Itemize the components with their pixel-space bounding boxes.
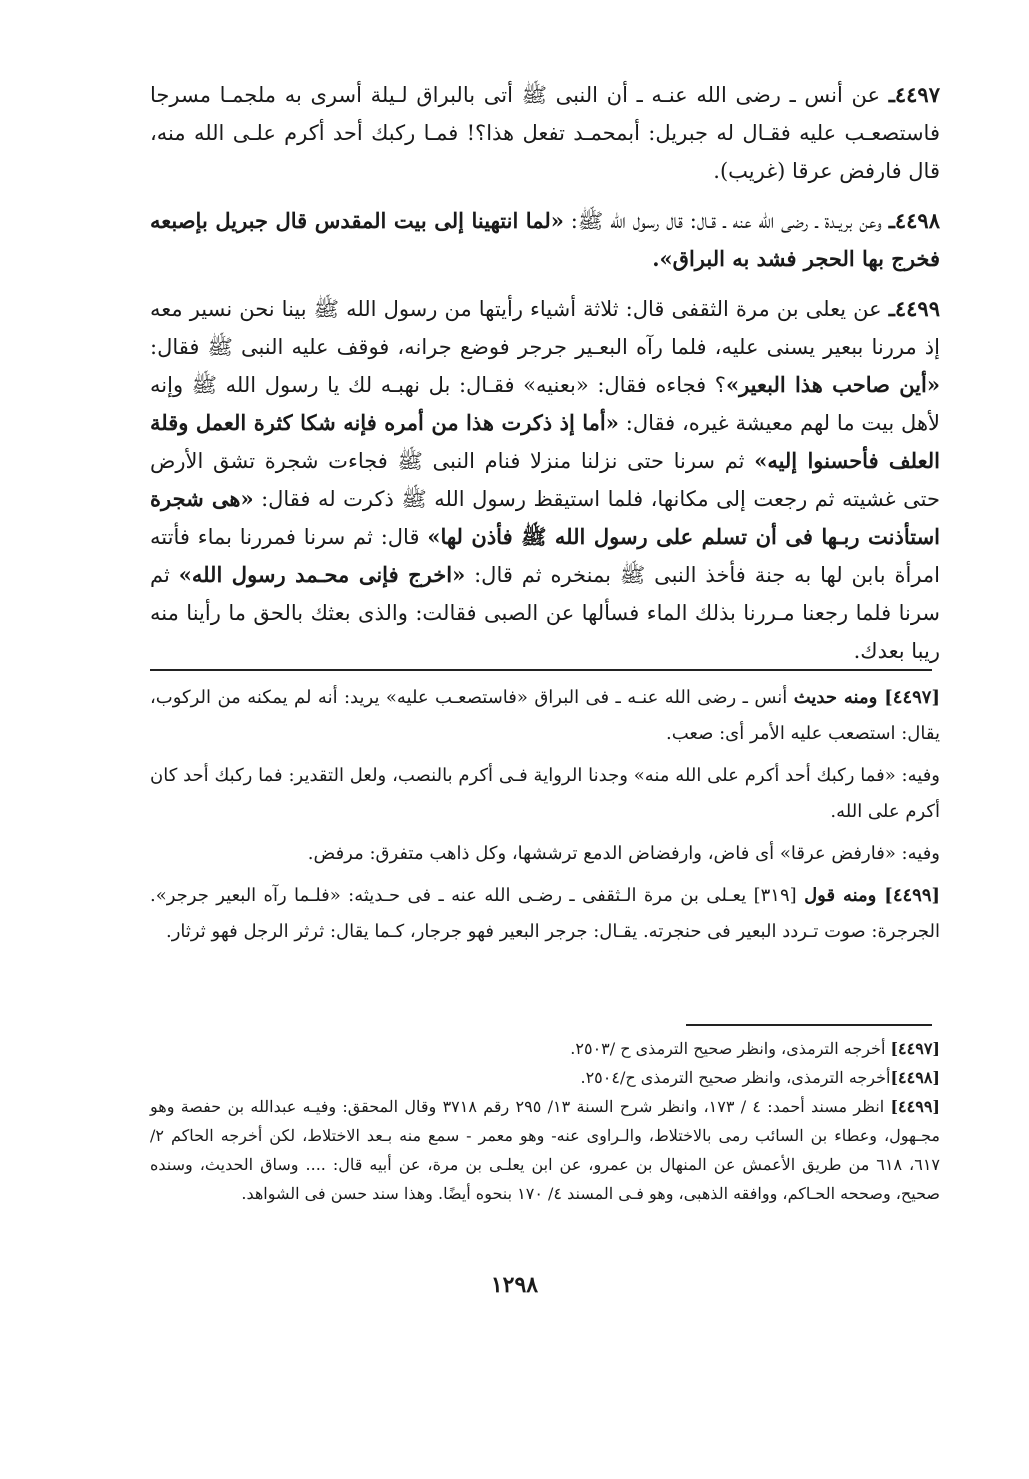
commentary-lead: [٤٤٩٩] ومنه قول [804,885,941,906]
hadith-part: عن يعلى بن مرة الثقفى قال: ثلاثة أشياء رأيتها من رسول الله ﷺ بينا نحن نسير معه إذ مررنا ببعير يسنى عليه، فلما رآه البعـير جرجر فوضع جرانه، فوقف عليه النبى ﷺ فقال: [150,297,940,359]
commentary-text: أنس ـ رضى الله عنـه ـ فى البراق «فاستصعـب عليه» يريد: أنه لم يمكنه من الركوب، يقال: استصعب عليه الأمر أى: صعب. [150,687,940,744]
footnote [150,1034,940,1063]
section-divider [150,669,932,671]
hadith-number: ٤٤٩٨ـ [888,208,940,233]
hadith-4498 [150,202,940,278]
hadith-4497 [150,76,940,190]
commentary-text: [٣١٩] يعـلى بن مرة الـثقفى ـ رضـى الله عنه ـ فى حـديثه: «فلـما رآه البعير جرجر». الجرجرة: صوت تـردد البعير فى حنجرته. يقـال: جرجر البعير فهو جرجار، كـما يقال: ثرثر الرجل فهو ثرثار. [150,885,940,942]
hadith-intro: وعن بريـدة ـ رضى الله عنه ـ قـال: قال رسول الله ﷺ: [570,209,882,233]
footnote [150,1063,940,1092]
footnote-ref: [٤٤٩٧] [890,1039,940,1058]
hadith-text: عن أنس ـ رضى الله عنـه ـ أن النبى ﷺ أتى بالبراق لـيلة أسرى به ملجمـا مسرجا فاستصعـب عليه فقـال له جبريل: أبمحمـد تفعل هذا؟! فمـا ركبك أحد أكرم علـى الله منه، قال فارفض عرقا (غريب). [150,83,940,183]
footnotes-section [150,1034,940,1208]
commentary-paragraph [150,836,940,872]
hadith-quote: «اخرج فإنى محـمد رسول الله» [178,562,466,587]
hadith-number: ٤٤٩٩ـ [888,296,940,321]
page-number: ١٢٩٨ [490,1272,539,1298]
footnote [150,1092,940,1208]
hadith-number: ٤٤٩٧ـ [888,82,940,107]
hadith-quote: «أين صاحب هذا البعير» [725,372,940,397]
footnote-ref: [٤٤٩٩] [890,1097,940,1116]
hadith-quote: «هى شجرة استأذنت ربـها فى أن تسلم على رسول الله ﷺ فأذن لها» [150,486,940,549]
hadith-4499 [150,290,940,670]
commentary-paragraph [150,878,940,950]
commentary-text: وفيه: «فارفض عرقا» أى فاض، وارفضاض الدمع ترششها، وكل ذاهب متفرق: مرفض. [307,843,940,864]
hadith-quote: «لما انتهينا إلى بيت المقدس قال جبريل بإصبعه فخرج بها الحجر فشد به البراق». [150,208,940,271]
commentary-section [150,680,940,956]
hadith-part: ثم سرنا حتى نزلنا منزلا فنام النبى ﷺ فجاءت شجرة تشق الأرض حتى غشيته ثم رجعت إلى مكانها، فلما استيقظ رسول الله ﷺ ذكرت له فقال: [150,449,940,511]
hadith-part: ؟ فجاءه فقال: «بعنيه» فقـال: بل نهبـه لك يا رسول الله ﷺ وإنه لأهل بيت ما لهم معيشة غيره، فقال: [150,373,940,435]
footnote-text: انظر مسند أحمد: ٤ / ١٧٣، وانظر شرح السنة ١٣/ ٢٩٥ رقم ٣٧١٨ وقال المحقق: وفيـه عبدالله بن حفصة وهو مجـهول، وعطاء بن السائب رمى بالاختلاط، والـراوى عنه- وهو معمر - سمع منه بـعد الاختلاط، لكن أخرجه الحاكم ٢/ ٦١٧، ٦١٨ من طريق الأعمش عن المنهال بن عمرو، عن ابن يعلـى بن مرة، عن أبيه قال: .... وساق الحديث، وسنده صحيح، وصححه الحـاكم، ووافقه الذهبى، وهو فـى المسند ٤/ ١٧٠ بنحوه أيضًا. وهذا سند حسن فى الشواهد. [150,1097,941,1203]
hadith-part: قال: ثم سرنا فمررنا بماء فأتته امرأة بابن لها به جنة فأخذ النبى ﷺ بمنخره ثم قال: [150,525,940,587]
commentary-lead: [٤٤٩٧] ومنه حديث [793,687,940,708]
footnote-text: أخرجه الترمذى، وانظر صحيح الترمذى ح /٢٥٠٣. [570,1039,891,1058]
commentary-paragraph [150,680,940,752]
commentary-paragraph [150,758,940,830]
footnote-divider [686,1024,932,1026]
hadith-part: ثم سرنا فلما رجعنا مـررنا بذلك الماء فسألها عن الصبى فقالت: والذى بعثك بالحق ما رأينا منه ريبا بعدك. [150,563,940,663]
commentary-text: وفيه: «فما ركبك أحد أكرم على الله منه» وجدنا الرواية فـى أكرم بالنصب، ولعل التقدير: فما ركبك أحد كان أكرم على الله. [150,765,940,822]
footnote-ref: [٤٤٩٨] [890,1068,940,1087]
footnote-text: أخرجه الترمذى، وانظر صحيح الترمذى ح/٢٥٠٤. [580,1068,891,1087]
hadith-quote: «أما إذ ذكرت هذا من أمره فإنه شكا كثرة العمل وقلة العلف فأحسنوا إليه» [150,410,940,473]
main-text [150,76,940,682]
